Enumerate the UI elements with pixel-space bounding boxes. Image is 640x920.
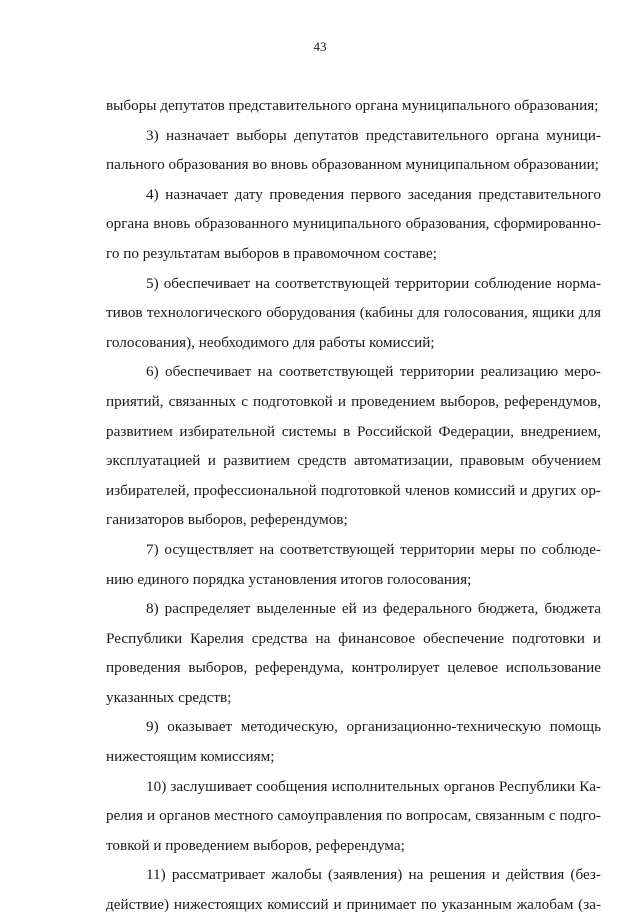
text-line: нию единого порядка установления итогов голосования; [106, 570, 472, 588]
list-item-first-line: 8) распределяет выделенные ей из федерального бюджета, бюджета [146, 600, 601, 618]
text-line: релия и органов местного самоуправления по вопросам, связанным с подго- [106, 807, 601, 825]
document-body [106, 91, 601, 920]
list-item-first-line: 3) назначает выборы депутатов представительного органа муници- [146, 126, 601, 144]
text-line: товкой и проведением выборов, референдума; [106, 836, 405, 854]
text-line: нижестоящим комиссиям; [106, 748, 275, 766]
list-item-first-line: 4) назначает дату проведения первого заседания представительного [146, 185, 601, 203]
list-item-first-line: 6) обеспечивает на соответствующей территории реализацию меро- [146, 363, 601, 381]
text-line: органа вновь образованного муниципального образования, сформированно- [106, 215, 601, 233]
text-line: тивов технологического оборудования (кабины для голосования, ящики для [106, 304, 601, 322]
text-line: действие) нижестоящих комиссий и принимает по указанным жалобам (за- [106, 896, 601, 914]
text-line: указанных средств; [106, 688, 232, 706]
list-item-first-line: 5) обеспечивает на соответствующей территории соблюдение норма- [146, 274, 601, 292]
text-line: пального образования во вновь образованном муниципальном образовании; [106, 156, 599, 174]
list-item-first-line: 11) рассматривает жалобы (заявления) на решения и действия (без- [146, 866, 601, 884]
text-line: голосования), необходимого для работы комиссий; [106, 333, 435, 351]
text-line: эксплуатацией и развитием средств автоматизации, правовым обучением [106, 452, 601, 470]
text-line: избирателей, профессиональной подготовкой членов комиссий и других ор- [106, 481, 601, 499]
text-line: приятий, связанных с подготовкой и проведением выборов, референдумов, [106, 392, 601, 410]
page-number: 43 [313, 39, 327, 54]
text-line: ганизаторов выборов, референдумов; [106, 511, 348, 529]
text-line: го по результатам выборов в правомочном составе; [106, 244, 437, 262]
text-line: развитием избирательной системы в Российской Федерации, внедрением, [106, 422, 601, 440]
list-item-first-line: 7) осуществляет на соответствующей территории меры по соблюде- [146, 540, 601, 558]
list-item-first-line: 10) заслушивает сообщения исполнительных органов Республики Ка- [146, 777, 601, 795]
list-item-first-line: 9) оказывает методическую, организационно-техническую помощь [146, 718, 601, 736]
text-line: проведения выборов, референдума, контролирует целевое использование [106, 659, 601, 677]
text-line: Республики Карелия средства на финансовое обеспечение подготовки и [106, 629, 601, 647]
text-line: выборы депутатов представительного органа муниципального образования; [106, 97, 599, 114]
